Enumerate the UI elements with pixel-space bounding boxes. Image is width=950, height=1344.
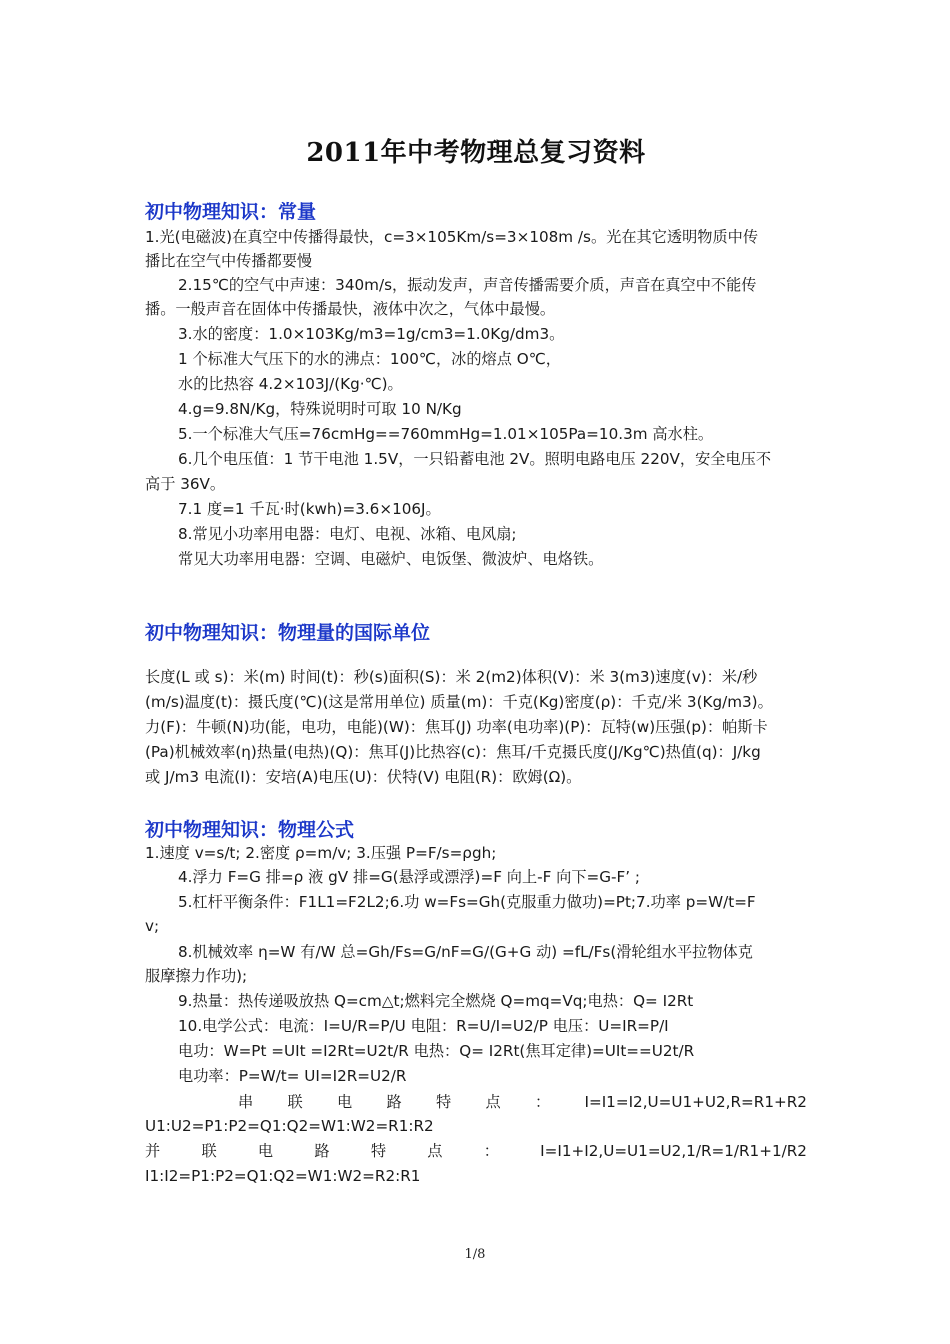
- justified-char: 点: [427, 1142, 443, 1160]
- section-heading-formulas: 初中物理知识：物理公式: [145, 819, 355, 841]
- paragraph-line: 10.电学公式：电流：I=U/R=P/U 电阻：R=U/I=U2/P 电压：U=IR=P/I: [178, 1017, 669, 1035]
- paragraph-line: 播。一般声音在固体中传播最快，液体中次之，气体中最慢。: [145, 300, 556, 318]
- paragraph-line: 7.1 度=1 千瓦·时(kwh)=3.6×106J。: [178, 500, 441, 518]
- justified-char: 并: [145, 1142, 161, 1160]
- document-title: 2011年中考物理总复习资料: [306, 138, 646, 168]
- justified-char: 路: [386, 1093, 402, 1111]
- justified-char: 联: [287, 1093, 303, 1111]
- paragraph-line: 服摩擦力作功);: [145, 967, 248, 985]
- page-number: 1/8: [464, 1247, 486, 1262]
- paragraph-line: 9.热量：热传递吸放热 Q=cm△t;燃料完全燃烧 Q=mq=Vq;电热：Q= I2Rt: [178, 992, 694, 1010]
- paragraph-line: 电功：W=Pt =UIt =I2Rt=U2t/R 电热：Q= I2Rt(焦耳定律)=UIt==U2t/R: [178, 1042, 695, 1060]
- paragraph-line: 8.机械效率 η=W 有/W 总=Gh/Fs=G/nF=G/(G+G 动) =fL/Fs(滑轮组水平拉物体克: [178, 943, 753, 961]
- paragraph-line: (m/s)温度(t)：摄氏度(℃)(这是常用单位) 质量(m)：千克(Kg)密度(ρ)：千克/米 3(Kg/m3)。: [145, 693, 773, 711]
- paragraph-line: U1:U2=P1:P2=Q1:Q2=W1:W2=R1:R2: [145, 1117, 434, 1135]
- paragraph-line: 2.15℃的空气中声速：340m/s，振动发声，声音传播需要介质，声音在真空中不能传: [178, 276, 757, 294]
- paragraph-line: 1.速度 v=s/t; 2.密度 ρ=m/v; 3.压强 P=F/s=ρgh;: [145, 844, 497, 862]
- paragraph-line: 1 个标准大气压下的水的沸点：100℃，冰的熔点 O℃，: [178, 350, 561, 368]
- paragraph-line: 1.光(电磁波)在真空中传播得最快，c=3×105Km/s=3×108m /s。光在其它透明物质中传: [145, 228, 759, 246]
- series-circuit-value: I=I1=I2,U=U1+U2,R=R1+R2: [584, 1093, 807, 1111]
- paragraph-line: 力(F)：牛顿(N)功(能，电功，电能)(W)：焦耳(J) 功率(电功率)(P)：瓦特(w)压强(p)：帕斯卡: [145, 718, 768, 736]
- justified-char: 联: [201, 1142, 217, 1160]
- paragraph-line: 或 J/m3 电流(I)：安培(A)电压(U)：伏特(V) 电阻(R)：欧姆(Ω)。: [145, 768, 582, 786]
- paragraph-line: 4.g=9.8N/Kg，特殊说明时可取 10 N/Kg: [178, 400, 462, 418]
- justified-char: 特: [370, 1142, 386, 1160]
- paragraph-line: 长度(L 或 s)：米(m) 时间(t)：秒(s)面积(S)：米 2(m2)体积(V)：米 3(m3)速度(v)：米/秒: [145, 668, 758, 686]
- justified-char: ：: [483, 1142, 499, 1160]
- paragraph-line: 高于 36V。: [145, 475, 226, 493]
- section-heading-constants: 初中物理知识：常量: [145, 201, 317, 223]
- paragraph-line: 电功率：P=W/t= UI=I2R=U2/R: [178, 1067, 407, 1085]
- justified-char: 电: [257, 1142, 274, 1160]
- paragraph-line: (Pa)机械效率(η)热量(电热)(Q)：焦耳(J)比热容(c)：焦耳/千克摄氏度(J/Kg℃)热值(q)：J/kg: [145, 743, 761, 761]
- justified-char: 路: [314, 1142, 330, 1160]
- justified-char: 点: [485, 1093, 501, 1111]
- justified-char: 串: [238, 1093, 254, 1111]
- paragraph-line: 3.水的密度：1.0×103Kg/m3=1g/cm3=1.0Kg/dm3。: [178, 325, 565, 343]
- paragraph-line: 播比在空气中传播都要慢: [145, 252, 313, 270]
- paragraph-line: 水的比热容 4.2×103J/(Kg·℃)。: [178, 375, 403, 393]
- paragraph-line: 5.杠杆平衡条件：F1L1=F2L2;6.功 w=Fs=Gh(克服重力做功)=Pt;7.功率 p=W/t=F: [178, 893, 756, 911]
- parallel-circuit-value: I=I1+I2,U=U1=U2,1/R=1/R1+1/R2: [540, 1142, 807, 1160]
- paragraph-line: I1:I2=P1:P2=Q1:Q2=W1:W2=R2:R1: [145, 1167, 421, 1185]
- series-circuit-line: [145, 1090, 807, 1115]
- paragraph-line: 6.几个电压值：1 节干电池 1.5V，一只铅蓄电池 2V。照明电路电压 220V，安全电压不: [178, 450, 772, 468]
- paragraph-line: 5.一个标准大气压=76cmHg==760mmHg=1.01×105Pa=10.3m 高水柱。: [178, 425, 714, 443]
- paragraph-line: v;: [145, 917, 160, 935]
- paragraph-line: 常见大功率用电器：空调、电磁炉、电饭堡、微波炉、电烙铁。: [178, 550, 604, 568]
- justified-char: 特: [436, 1093, 452, 1111]
- paragraph-line: 8.常见小功率用电器：电灯、电视、冰箱、电风扇;: [178, 525, 517, 543]
- justified-char: 电: [337, 1093, 353, 1111]
- parallel-circuit-line: [145, 1139, 807, 1164]
- paragraph-line: 4.浮力 F=G 排=ρ 液 gV 排=G(悬浮或漂浮)=F 向上-F 向下=G-F’ ;: [178, 868, 641, 886]
- section-heading-units: 初中物理知识：物理量的国际单位: [145, 622, 431, 644]
- justified-char: ：: [535, 1093, 551, 1111]
